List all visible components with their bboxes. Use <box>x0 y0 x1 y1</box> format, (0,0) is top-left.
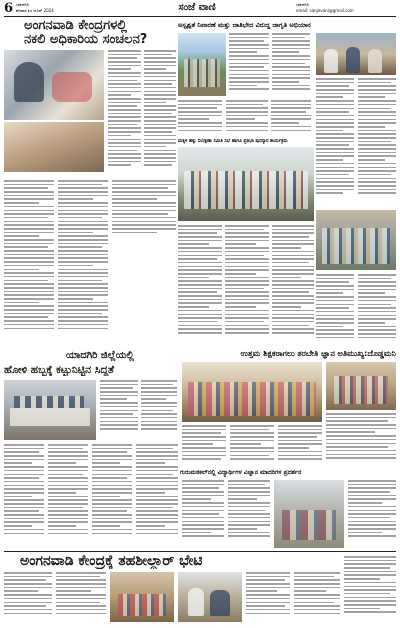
photo-anganwadi-children <box>4 50 104 120</box>
story-child-rights-col2 <box>225 225 269 345</box>
photo-tahsildar-visit <box>178 572 242 622</box>
story-right-col5 <box>326 413 396 467</box>
story-teacher-col1 <box>92 444 132 549</box>
masthead-left-info-2: ಶನಿವಾರ ೩೦ ಜೂನ್ 2024 <box>16 8 54 13</box>
story-tahsildar-col3 <box>246 572 290 624</box>
headline-holi-preparations: ಹೋಳಿ ಹಬ್ಬಕ್ಕೆ ಕಟ್ಟುನಿಟ್ಟಿನ ಸಿದ್ಧತೆ <box>4 364 114 376</box>
headline-anganwadi-1-line1: ಅಂಗನವಾಡಿ ಕೇಂದ್ರಗಳಲ್ಲಿ <box>24 19 128 33</box>
masthead-rule <box>4 16 396 17</box>
headline-untouchability: ಅಸ್ಪೃಶ್ಯತೆ ನಿವಾರಣೆ ಮತ್ತು ಜಾತಿಭೇದ ವಿರುದ್ಧ ಜಾಗೃತಿ ಅಭಿಯಾನ <box>178 21 311 29</box>
story-child-rights-col1 <box>178 225 222 345</box>
photo-right-award <box>326 362 396 410</box>
story-teacher-col4 <box>230 425 274 467</box>
story-untouchability-col4 <box>226 100 268 136</box>
headline-teacher-training: ಉತ್ತಮ ಶಿಕ್ಷಕರಾಗಲು ತರಬೇತಿ ಜ್ಞಾನ ಅತಿಮುಖ್ಯ:ದೊಡ್ಡಮನಿ <box>240 349 396 358</box>
story-untouchability-col1 <box>229 33 269 96</box>
headline-anganwadi-1 <box>24 19 174 47</box>
story-teacher-col5 <box>278 425 322 467</box>
page-number: 6 <box>4 1 14 16</box>
story-holi-col1 <box>100 380 138 440</box>
story-teacher-col3 <box>182 425 226 467</box>
headline-tahsildar-visit: ಅಂಗನವಾಡಿ ಕೇಂದ್ರಕ್ಕೆ ತಹಶೀಲ್ದಾರ್ ಭೇಟಿ <box>20 553 203 569</box>
headline-yadgir-district: ಯಾದಗಿರಿ ಜಿಲ್ಲೆಯಲ್ಲಿ <box>66 350 134 361</box>
headline-science-exhibition: ಗುರುಮಠಕಲ್‌ನಲ್ಲಿ ವಿದ್ಯಾರ್ಥಿಗಳ ವಿಜ್ಞಾನ ಮಾದರಿಗಳ ಪ್ರದರ್ಶನ <box>180 469 302 476</box>
story-anganwadi-col1 <box>108 50 141 175</box>
story-tahsildar-col2 <box>56 572 106 624</box>
photo-tahsildar-children <box>110 572 174 622</box>
masthead-right-info-1: ಯಾದಗಿರಿ <box>296 2 309 7</box>
photo-science-models <box>274 480 344 548</box>
masthead-right-info-2: email: sanjevani@gmail.com <box>296 8 354 13</box>
story-science-col3 <box>348 480 396 548</box>
story-right-col2 <box>358 78 396 206</box>
photo-officials-meeting <box>316 33 396 75</box>
story-untouchability-col5 <box>271 100 311 136</box>
photo-anganwadi-class <box>4 122 104 172</box>
photo-awareness-rally <box>178 33 226 96</box>
masthead <box>0 0 400 18</box>
photo-teacher-training <box>182 362 322 422</box>
masthead-title: ಸಂಜೆ ವಾಣಿ <box>178 2 216 13</box>
story-tahsildar-col4 <box>294 572 340 624</box>
story-right-col4 <box>358 274 396 348</box>
masthead-left-info-1: ಯಾದಗಿರಿ <box>16 2 29 7</box>
story-anganwadi-col5 <box>112 180 176 240</box>
story-science-col2 <box>228 480 270 548</box>
story-science-col1 <box>182 480 224 548</box>
headline-child-rights: ಮಕ್ಕಳ ಹಕ್ಕು ಸಂರಕ್ಷಣಾ ಸಮಿತಿ ಸಭೆ ಹಾಗೂ ಪ್ರತಿಭಾ ಪುರಸ್ಕಾರ ಕಾರ್ಯಕ್ರಮ <box>178 139 288 144</box>
story-untouchability-col3 <box>178 100 222 136</box>
story-untouchability-col2 <box>272 33 310 96</box>
story-anganwadi-col3 <box>4 180 54 345</box>
story-right-col1 <box>316 78 354 206</box>
story-holi-col3 <box>4 444 44 549</box>
story-right-col3 <box>316 274 354 348</box>
masthead-logo <box>156 1 238 14</box>
story-tahsildar-col1 <box>4 572 52 624</box>
story-anganwadi-col2 <box>144 50 176 175</box>
photo-child-rights-group <box>178 147 314 221</box>
photo-holi-meeting <box>4 380 96 440</box>
story-holi-col4 <box>48 444 88 549</box>
bottom-divider <box>4 551 396 552</box>
photo-right-stage <box>316 210 396 270</box>
story-holi-col2 <box>141 380 177 440</box>
headline-anganwadi-1-line2: ನಕಲಿ ಅಧಿಕಾರಿಯ ಸಂಚಲನ? <box>24 32 148 47</box>
story-teacher-col2 <box>136 444 178 549</box>
story-child-rights-col3 <box>272 225 314 345</box>
story-anganwadi-col4 <box>58 180 108 345</box>
story-tahsildar-col5 <box>344 556 396 624</box>
